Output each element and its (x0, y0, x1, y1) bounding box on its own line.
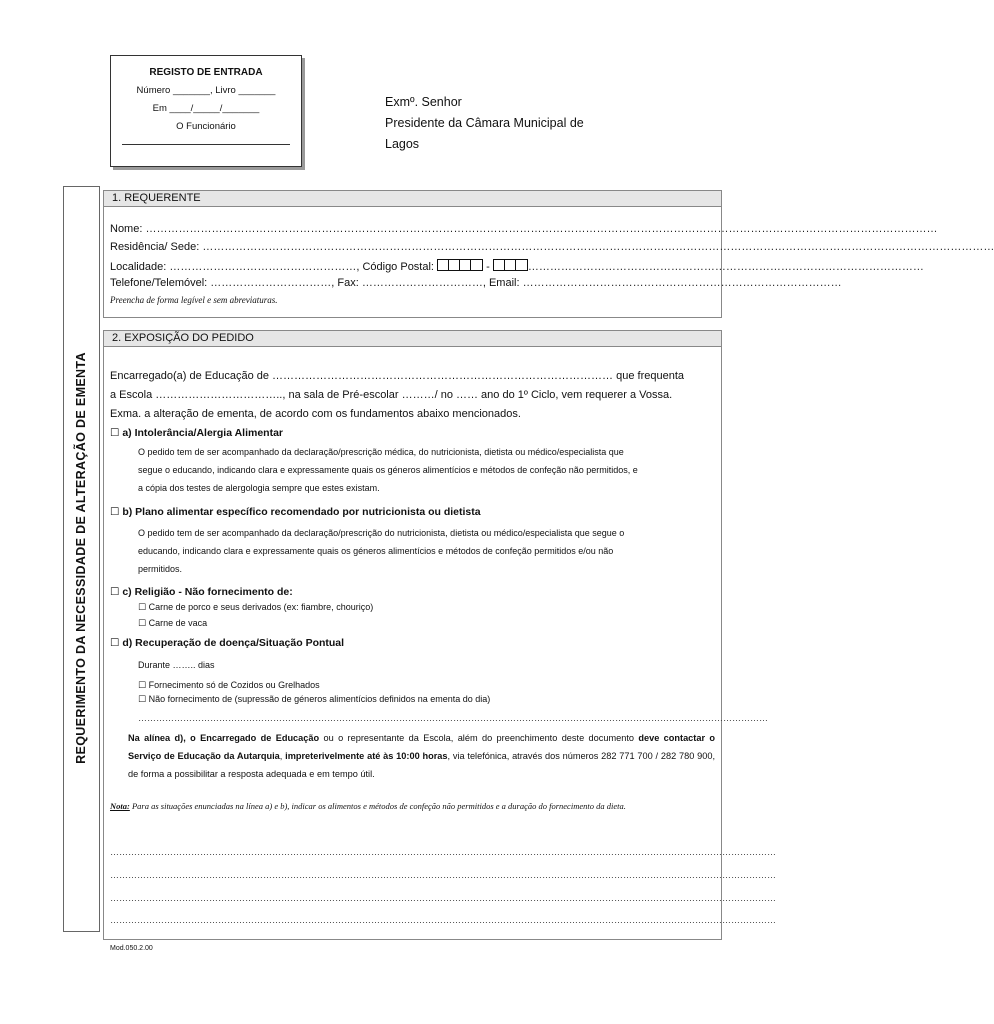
telefone-label: Telefone/Telemóvel: (110, 277, 211, 289)
option-b-desc-line3: permitidos. (138, 564, 183, 574)
intro-line3: Exma. a alteração de ementa, de acordo com os fundamentos abaixo mencionados. (110, 408, 521, 420)
registo-funcionario: O Funcionário (176, 121, 236, 132)
option-b-label: b) Plano alimentar específico recomendado por nutricionista ou dietista (122, 506, 481, 518)
registo-title: REGISTO DE ENTRADA (149, 67, 263, 78)
nota-fill-line-1[interactable]: …………………………………………………………………………………………………………………………………………………………………………………………………… (110, 847, 776, 857)
option-d-sub1-label: Fornecimento só de Cozidos ou Grelhados (148, 680, 320, 690)
option-a-desc-line2: segue o educando, indicando clara e expressamente quais os géneros alimentícios e métodos de confeção não permitidos, e (138, 465, 638, 475)
registo-signature-line[interactable] (122, 144, 290, 145)
residencia-field[interactable]: Residência/ Sede: ……………………………………………………………………………………………………………………………………………………………………………………………… (110, 241, 994, 253)
warning-bold2: deve contactar o Serviço de Educação da Autarquia (128, 733, 716, 761)
section-exposicao-heading: 2. EXPOSIÇÃO DO PEDIDO (104, 331, 721, 347)
registo-entrada-box (110, 55, 302, 167)
nota-fill-line-3[interactable]: …………………………………………………………………………………………………………………………………………………………………………………………………… (110, 893, 776, 903)
checkbox-a[interactable]: ☐ (110, 427, 120, 439)
form-code: Mod.050.2.00 (110, 945, 153, 952)
warning-bold1: Na alínea d), o Encarregado de Educação (128, 733, 320, 743)
option-d (110, 637, 344, 649)
option-d-sub1 (138, 680, 320, 691)
checkbox-c[interactable]: ☐ (110, 586, 120, 598)
fill-instruction-note: Preencha de forma legível e sem abreviaturas. (110, 295, 278, 305)
option-c-sub1-label: Carne de porco e seus derivados (ex: fiambre, chouriço) (148, 602, 374, 612)
option-a (110, 427, 283, 439)
email-label: , Email: (482, 277, 523, 289)
codigo-postal-boxes-3[interactable] (493, 259, 528, 271)
registo-data[interactable]: Em ____/_____/_______ (152, 103, 260, 114)
checkbox-d[interactable]: ☐ (110, 637, 120, 649)
option-a-label: a) Intolerância/Alergia Alimentar (122, 427, 284, 439)
form-title-vertical: REQUERIMENTO DA NECESSIDADE DE ALTERAÇÃO DE EMENTA (74, 352, 88, 764)
option-c (110, 586, 293, 598)
warning-text3: , via telefónica, através dos números 282 771 700 / 282 780 900, de forma a possibilitar a resposta adequada e em tempo útil. (128, 751, 716, 779)
nome-field[interactable]: Nome: ……………………………………………………………………………………………………………………………………………………………………………………………… (110, 223, 938, 235)
nome-label: Nome: (110, 223, 146, 235)
option-c-sub1 (138, 602, 373, 613)
option-c-sub2-label: Carne de vaca (148, 618, 208, 628)
option-b (110, 506, 481, 518)
option-b-desc-line2: educando, indicando clara e expressamente quais os géneros alimentícios e métodos de confeção permitidos e/ou não (138, 546, 614, 556)
nota-text: Para as situações enunciadas na línea a) e b), indicar os alimentos e métodos de confeção não permitidos e a duração do fornecimento da dieta. (129, 801, 626, 811)
intro-line2[interactable]: a Escola …………………………….., na sala de Pré-escolar ………/ no …… ano do 1º Ciclo, vem requerer a Vossa. (110, 389, 673, 401)
warning-text1: ou o representante da Escola, além do preenchimento deste documento (319, 733, 639, 743)
addressee-line1: Exmº. Senhor (385, 95, 462, 109)
checkbox-d-sub2[interactable]: ☐ (138, 694, 147, 704)
option-d-sub2 (138, 694, 490, 705)
option-d-sub2-label: Não fornecimento de (supressão de géneros alimentícios definidos na ementa do dia) (148, 694, 491, 704)
checkbox-b[interactable]: ☐ (110, 506, 120, 518)
checkbox-d-sub1[interactable]: ☐ (138, 680, 147, 690)
addressee-line3: Lagos (385, 137, 420, 151)
checkbox-c-sub2[interactable]: ☐ (138, 618, 147, 628)
nota-label: Nota: (110, 801, 130, 811)
warning-bold3: impreterivelmente até às 10:00 horas (285, 751, 448, 761)
section-requerente-heading: 1. REQUERENTE (104, 191, 721, 207)
addressee (385, 92, 584, 155)
warning-text2: , (279, 751, 286, 761)
codigo-postal-label: , Código Postal: (356, 261, 438, 273)
contactos-field[interactable]: Telefone/Telemóvel: ……………………………, Fax: ……………………………, Email: …………………………………………………………………………… (110, 277, 842, 289)
option-c-sub2 (138, 618, 207, 629)
fax-label: , Fax: (331, 277, 362, 289)
registo-numero-livro[interactable]: Número _______, Livro _______ (136, 85, 276, 96)
intro-line1[interactable]: Encarregado(a) de Educação de ………………………………………………………………………………… que frequenta (110, 370, 684, 382)
nota-fill-line-4[interactable]: …………………………………………………………………………………………………………………………………………………………………………………………………… (110, 915, 776, 925)
option-c-label: c) Religião - Não fornecimento de: (122, 586, 293, 598)
localidade-label: Localidade: (110, 261, 170, 273)
option-a-desc-line3: a cópia dos testes de alergologia sempre que estes existam. (138, 483, 380, 493)
nota-fill-line-2[interactable]: …………………………………………………………………………………………………………………………………………………………………………………………………… (110, 870, 776, 880)
codigo-postal-boxes-4[interactable] (437, 259, 483, 271)
nota (110, 794, 715, 818)
addressee-line2: Presidente da Câmara Municipal de (385, 116, 584, 130)
checkbox-c-sub1[interactable]: ☐ (138, 602, 147, 612)
option-b-desc-line1: O pedido tem de ser acompanhado da declaração/prescrição do nutricionista, dietista ou médico/especialista que segue o (138, 528, 625, 538)
residencia-label: Residência/ Sede: (110, 241, 203, 253)
localidade-field[interactable]: Localidade: ……………………………………………, Código Postal: - ……………………………………………………………………………………………… (110, 261, 924, 273)
contact-warning (128, 729, 715, 783)
option-a-desc-line1: O pedido tem de ser acompanhado da declaração/prescrição médica, do nutricionista, dietista ou médico/especialista que (138, 447, 624, 457)
option-d-durante[interactable]: Durante …….. dias (138, 660, 215, 670)
option-d-fill-line[interactable]: ………………………………………………………………………………………………………………………………………………………………………………………… (138, 713, 768, 723)
option-d-label: d) Recuperação de doença/Situação Pontual (122, 637, 345, 649)
